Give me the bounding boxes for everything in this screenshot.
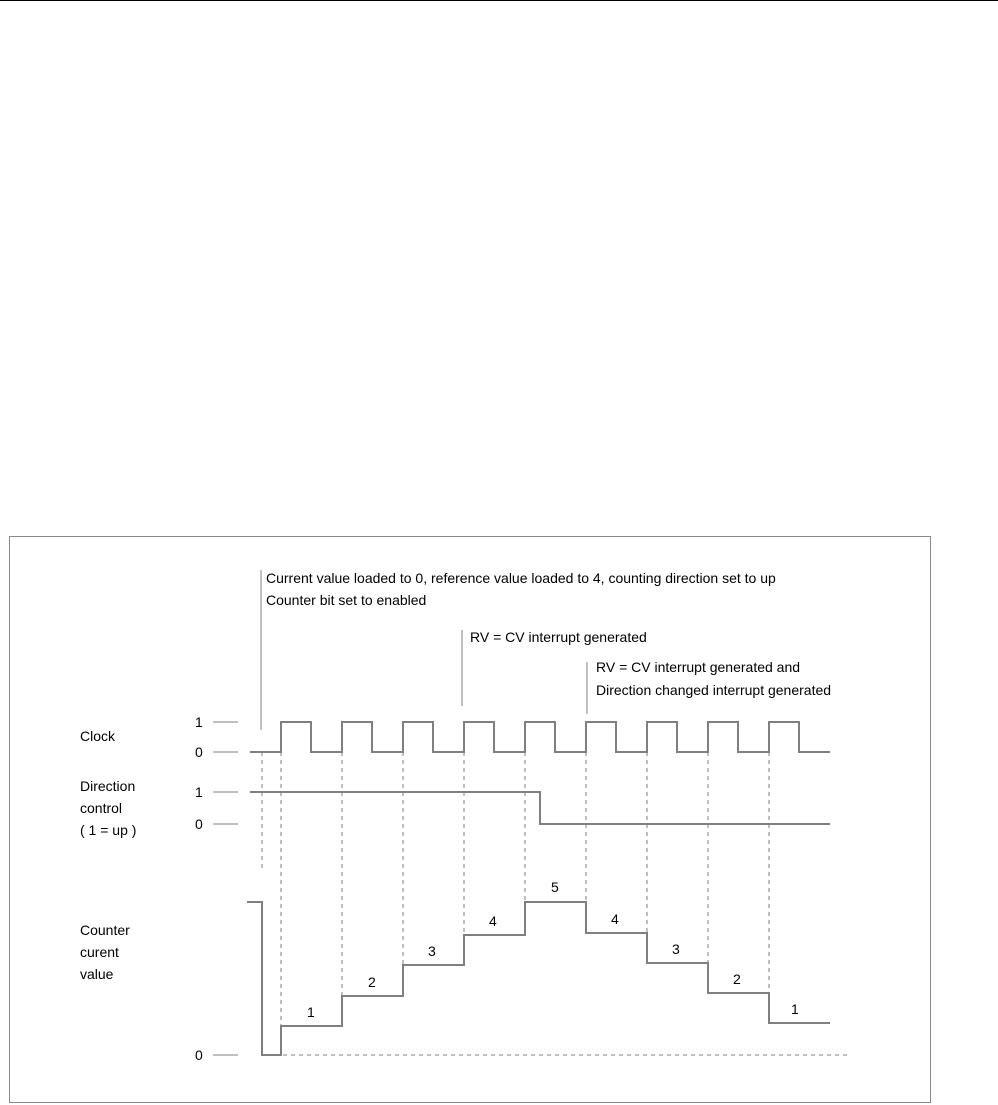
counter-step-value: 2 — [368, 974, 376, 990]
counter-step-value: 2 — [733, 971, 741, 987]
counter-step-value: 3 — [428, 943, 436, 959]
direction-waveform — [250, 792, 830, 824]
counter-step-value: 3 — [672, 941, 680, 957]
annotation-load-line2: Counter bit set to enabled — [266, 592, 427, 608]
annotation-load-line1: Current value loaded to 0, reference value loaded to 4, counting direction set to up — [266, 570, 776, 586]
clock-high-label: 1 — [195, 714, 203, 730]
annotation-rv-cv: RV = CV interrupt generated — [470, 629, 647, 645]
clock-low-label: 0 — [195, 744, 203, 760]
counter-label-line2: curent — [80, 944, 119, 960]
edge-guides — [262, 752, 769, 1026]
counter-step-value: 1 — [791, 1001, 799, 1017]
counter-step-value: 1 — [307, 1004, 315, 1020]
direction-label-line1: Direction — [80, 778, 136, 794]
annotation-rv-cv-dir-line1: RV = CV interrupt generated and — [596, 659, 801, 675]
direction-high-label: 1 — [195, 784, 203, 800]
counter-label-line3: value — [80, 966, 114, 982]
counter-label-line1: Counter — [80, 922, 130, 938]
counter-waveform — [247, 902, 830, 1055]
direction-label-line3: ( 1 = up ) — [80, 822, 137, 838]
clock-label: Clock — [80, 728, 116, 744]
counter-step-value: 4 — [611, 911, 619, 927]
counter-step-value: 4 — [489, 913, 497, 929]
annotation-rv-cv-dir-line2: Direction changed interrupt generated — [596, 682, 832, 698]
direction-low-label: 0 — [195, 816, 203, 832]
direction-label-line2: control — [80, 800, 123, 816]
counter-step-value: 5 — [551, 879, 559, 895]
clock-waveform — [250, 722, 830, 752]
counter-zero-label: 0 — [195, 1047, 203, 1063]
